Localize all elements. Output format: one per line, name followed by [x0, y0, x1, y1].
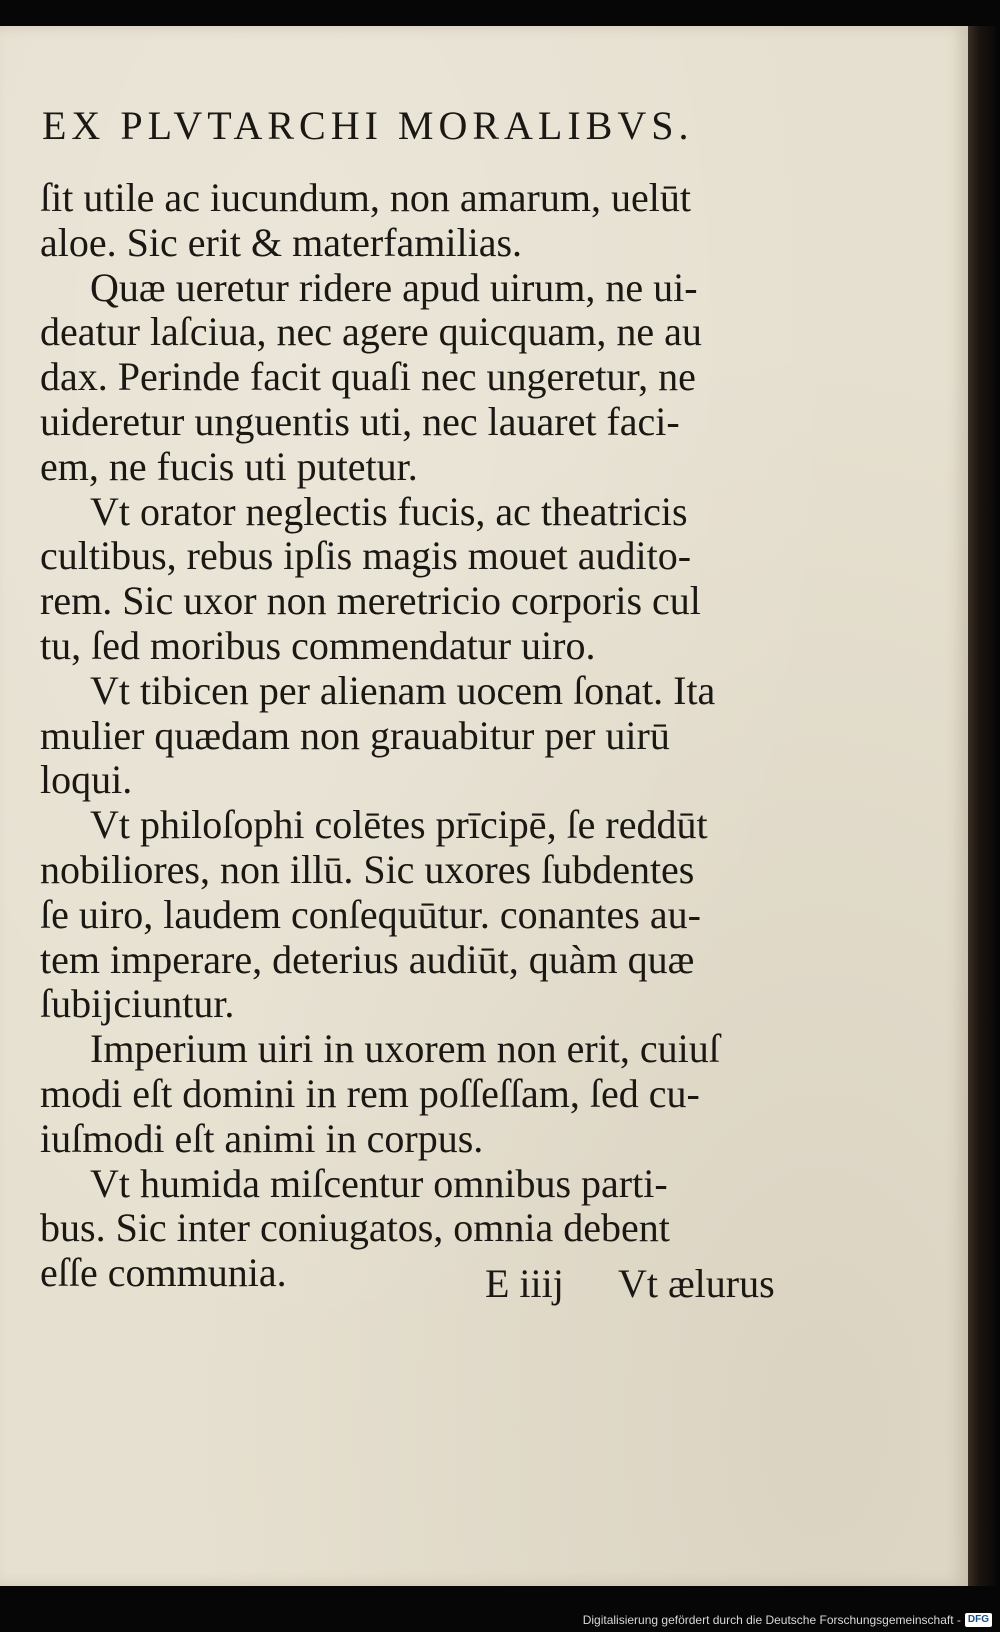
book-spine [968, 26, 996, 1586]
text-line: iuſmodi eſt animi in corpus. [40, 1115, 484, 1161]
text-line: ſubijciuntur. [40, 981, 235, 1027]
text-line: ſe uiro, laudem conſequūtur. conantes au- [40, 891, 701, 937]
text-line: dax. Perinde facit quaſi nec ungeretur, ne [40, 354, 696, 400]
text-line: Vt humida miſcentur omnibus parti- [90, 1160, 668, 1206]
text-line: eſſe communia. [40, 1250, 287, 1296]
text-line: aloe. Sic erit & materfamilias. [40, 219, 523, 265]
text-line: modi eſt domini in rem poſſeſſam, ſed cu- [40, 1070, 700, 1116]
text-line: Imperium uiri in uxorem non erit, cuiuſ [90, 1026, 720, 1072]
catchword: Vt ælurus [618, 1261, 775, 1306]
text-line: ſit utile ac iucundum, non amarum, uelūt [40, 175, 691, 220]
text-line: bus. Sic inter coniugatos, omnia debent [40, 1205, 670, 1251]
book-page [0, 26, 972, 1586]
text-line: uideretur unguentis uti, nec lauaret faci- [40, 398, 680, 444]
text-line: rem. Sic uxor non meretricio corporis cul [40, 578, 701, 624]
text-line: em, ne fucis uti putetur. [40, 443, 418, 489]
text-line: deatur laſciua, nec agere quicquam, ne au [40, 309, 702, 355]
credit-text: Digitalisierung gefördert durch die Deutsche Forschungsgemeinschaft - [582, 1613, 961, 1627]
running-head: EX PLVTARCHI MORALIBVS. [42, 103, 694, 148]
text-line: Vt tibicen per alienam uocem ſonat. Ita [90, 667, 716, 713]
text-line: Quæ ueretur ridere apud uirum, ne ui- [90, 264, 698, 310]
text-line: nobiliores, non illū. Sic uxores ſubdentes [40, 846, 695, 892]
funding-credit [583, 1610, 992, 1630]
signature-mark: E iiij [485, 1261, 564, 1306]
text-line: cultibus, rebus ipſis magis mouet audito- [40, 533, 692, 579]
body-text [40, 176, 790, 1296]
dfg-logo-icon: DFG [965, 1613, 992, 1627]
text-line: Vt orator neglectis fucis, ac theatricis [90, 488, 688, 534]
text-line: tu, ſed moribus commendatur uiro. [40, 622, 596, 668]
text-line: Vt philoſophi colētes prīcipē, ſe reddūt [90, 802, 708, 848]
text-line: loqui. [40, 757, 133, 803]
text-line: tem imperare, deterius audiūt, quàm quæ [40, 936, 695, 982]
text-line: mulier quædam non grauabitur per uirū [40, 712, 670, 758]
